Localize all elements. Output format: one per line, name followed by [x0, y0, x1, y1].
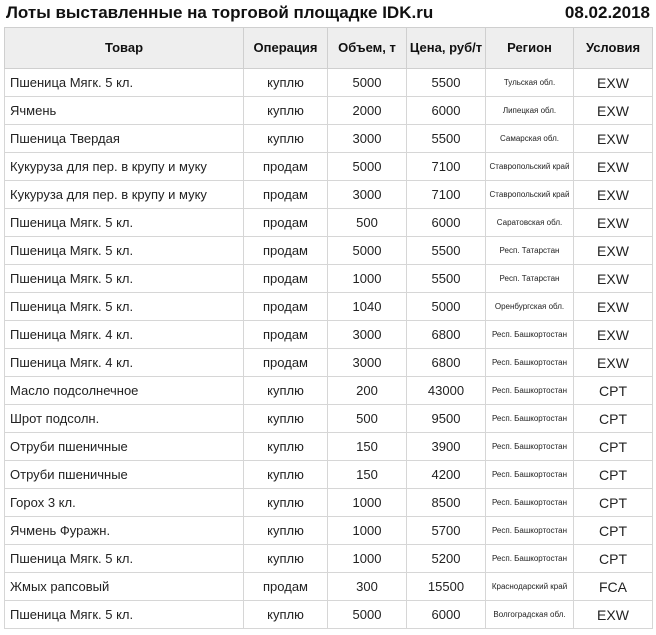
table-row [5, 461, 653, 489]
operation-cell: куплю [244, 489, 328, 517]
region-cell: Краснодарский край [486, 573, 574, 601]
region-cell: Ставропольский край [486, 181, 574, 209]
volume-cell: 300 [328, 573, 407, 601]
operation-cell: продам [244, 209, 328, 237]
volume-cell: 3000 [328, 181, 407, 209]
column-header-price: Цена, руб/т [407, 28, 486, 69]
region-cell: Респ. Татарстан [486, 237, 574, 265]
product-cell: Жмых рапсовый [5, 573, 244, 601]
price-cell: 3900 [407, 433, 486, 461]
volume-cell: 5000 [328, 237, 407, 265]
region-cell: Ставропольский край [486, 153, 574, 181]
table-row [5, 433, 653, 461]
region-cell: Респ. Башкортостан [486, 405, 574, 433]
operation-cell: продам [244, 293, 328, 321]
terms-cell: CPT [574, 545, 653, 573]
terms-cell: EXW [574, 321, 653, 349]
volume-cell: 3000 [328, 349, 407, 377]
operation-cell: куплю [244, 461, 328, 489]
operation-cell: продам [244, 349, 328, 377]
column-header-region: Регион [486, 28, 574, 69]
table-row [5, 377, 653, 405]
operation-cell: продам [244, 265, 328, 293]
terms-cell: EXW [574, 601, 653, 629]
terms-cell: CPT [574, 461, 653, 489]
page-title: Лоты выставленные на торговой площадке IDK.ru [6, 3, 434, 22]
product-cell: Кукуруза для пер. в крупу и муку [5, 181, 244, 209]
price-cell: 5500 [407, 69, 486, 97]
volume-cell: 1040 [328, 293, 407, 321]
price-cell: 6000 [407, 601, 486, 629]
operation-cell: продам [244, 237, 328, 265]
terms-cell: EXW [574, 237, 653, 265]
price-cell: 5200 [407, 545, 486, 573]
product-cell: Ячмень [5, 97, 244, 125]
table-row [5, 545, 653, 573]
operation-cell: куплю [244, 69, 328, 97]
column-header-product: Товар [5, 28, 244, 69]
operation-cell: продам [244, 321, 328, 349]
table-body [5, 69, 653, 629]
terms-cell: EXW [574, 69, 653, 97]
operation-cell: куплю [244, 377, 328, 405]
volume-cell: 5000 [328, 69, 407, 97]
volume-cell: 1000 [328, 489, 407, 517]
operation-cell: куплю [244, 433, 328, 461]
terms-cell: EXW [574, 181, 653, 209]
region-cell: Респ. Башкортостан [486, 349, 574, 377]
terms-cell: EXW [574, 209, 653, 237]
region-cell: Саратовская обл. [486, 209, 574, 237]
volume-cell: 3000 [328, 321, 407, 349]
price-cell: 4200 [407, 461, 486, 489]
price-cell: 8500 [407, 489, 486, 517]
product-cell: Пшеница Мягк. 5 кл. [5, 265, 244, 293]
product-cell: Пшеница Мягк. 5 кл. [5, 209, 244, 237]
price-cell: 6000 [407, 209, 486, 237]
volume-cell: 500 [328, 405, 407, 433]
price-cell: 15500 [407, 573, 486, 601]
table-row [5, 237, 653, 265]
operation-cell: куплю [244, 545, 328, 573]
table-row [5, 265, 653, 293]
region-cell: Респ. Башкортостан [486, 545, 574, 573]
product-cell: Горох 3 кл. [5, 489, 244, 517]
table-row [5, 489, 653, 517]
operation-cell: куплю [244, 97, 328, 125]
volume-cell: 2000 [328, 97, 407, 125]
table-row [5, 573, 653, 601]
product-cell: Отруби пшеничные [5, 461, 244, 489]
table-row [5, 601, 653, 629]
operation-cell: продам [244, 181, 328, 209]
price-cell: 7100 [407, 153, 486, 181]
table-row [5, 517, 653, 545]
column-header-volume: Объем, т [328, 28, 407, 69]
product-cell: Пшеница Мягк. 5 кл. [5, 545, 244, 573]
volume-cell: 3000 [328, 125, 407, 153]
volume-cell: 150 [328, 433, 407, 461]
column-header-terms: Условия [574, 28, 653, 69]
product-cell: Отруби пшеничные [5, 433, 244, 461]
region-cell: Респ. Башкортостан [486, 489, 574, 517]
table-row [5, 405, 653, 433]
terms-cell: EXW [574, 153, 653, 181]
column-header-operation: Операция [244, 28, 328, 69]
product-cell: Пшеница Мягк. 4 кл. [5, 321, 244, 349]
volume-cell: 5000 [328, 601, 407, 629]
region-cell: Респ. Башкортостан [486, 377, 574, 405]
price-cell: 6800 [407, 349, 486, 377]
product-cell: Пшеница Твердая [5, 125, 244, 153]
page-header [0, 0, 656, 30]
product-cell: Пшеница Мягк. 5 кл. [5, 69, 244, 97]
table-row [5, 293, 653, 321]
terms-cell: CPT [574, 377, 653, 405]
volume-cell: 1000 [328, 545, 407, 573]
table-row [5, 349, 653, 377]
terms-cell: EXW [574, 349, 653, 377]
price-cell: 5500 [407, 265, 486, 293]
operation-cell: куплю [244, 601, 328, 629]
region-cell: Респ. Башкортостан [486, 517, 574, 545]
terms-cell: EXW [574, 125, 653, 153]
product-cell: Пшеница Мягк. 5 кл. [5, 601, 244, 629]
region-cell: Самарская обл. [486, 125, 574, 153]
table-row [5, 69, 653, 97]
volume-cell: 150 [328, 461, 407, 489]
volume-cell: 200 [328, 377, 407, 405]
terms-cell: EXW [574, 293, 653, 321]
table-row [5, 153, 653, 181]
product-cell: Ячмень Фуражн. [5, 517, 244, 545]
region-cell: Респ. Татарстан [486, 265, 574, 293]
region-cell: Тульская обл. [486, 69, 574, 97]
terms-cell: CPT [574, 405, 653, 433]
operation-cell: продам [244, 153, 328, 181]
page-date: 08.02.2018 [564, 3, 650, 22]
operation-cell: куплю [244, 125, 328, 153]
table-row [5, 321, 653, 349]
operation-cell: куплю [244, 405, 328, 433]
region-cell: Оренбургская обл. [486, 293, 574, 321]
product-cell: Шрот подсолн. [5, 405, 244, 433]
table-row [5, 181, 653, 209]
price-cell: 5500 [407, 125, 486, 153]
terms-cell: FCA [574, 573, 653, 601]
price-cell: 5500 [407, 237, 486, 265]
region-cell: Респ. Башкортостан [486, 433, 574, 461]
region-cell: Липецкая обл. [486, 97, 574, 125]
terms-cell: EXW [574, 265, 653, 293]
product-cell: Кукуруза для пер. в крупу и муку [5, 153, 244, 181]
terms-cell: EXW [574, 97, 653, 125]
price-cell: 6000 [407, 97, 486, 125]
volume-cell: 1000 [328, 517, 407, 545]
product-cell: Пшеница Мягк. 5 кл. [5, 293, 244, 321]
terms-cell: CPT [574, 433, 653, 461]
price-cell: 5000 [407, 293, 486, 321]
volume-cell: 5000 [328, 153, 407, 181]
lots-table [4, 27, 653, 629]
region-cell: Респ. Башкортостан [486, 321, 574, 349]
price-cell: 43000 [407, 377, 486, 405]
table-row [5, 209, 653, 237]
operation-cell: куплю [244, 517, 328, 545]
region-cell: Волгоградская обл. [486, 601, 574, 629]
terms-cell: CPT [574, 517, 653, 545]
table-row [5, 125, 653, 153]
price-cell: 7100 [407, 181, 486, 209]
price-cell: 6800 [407, 321, 486, 349]
price-cell: 9500 [407, 405, 486, 433]
table-header-row [5, 28, 653, 69]
terms-cell: CPT [574, 489, 653, 517]
operation-cell: продам [244, 573, 328, 601]
volume-cell: 500 [328, 209, 407, 237]
product-cell: Пшеница Мягк. 5 кл. [5, 237, 244, 265]
table-row [5, 97, 653, 125]
price-cell: 5700 [407, 517, 486, 545]
product-cell: Пшеница Мягк. 4 кл. [5, 349, 244, 377]
product-cell: Масло подсолнечное [5, 377, 244, 405]
region-cell: Респ. Башкортостан [486, 461, 574, 489]
volume-cell: 1000 [328, 265, 407, 293]
